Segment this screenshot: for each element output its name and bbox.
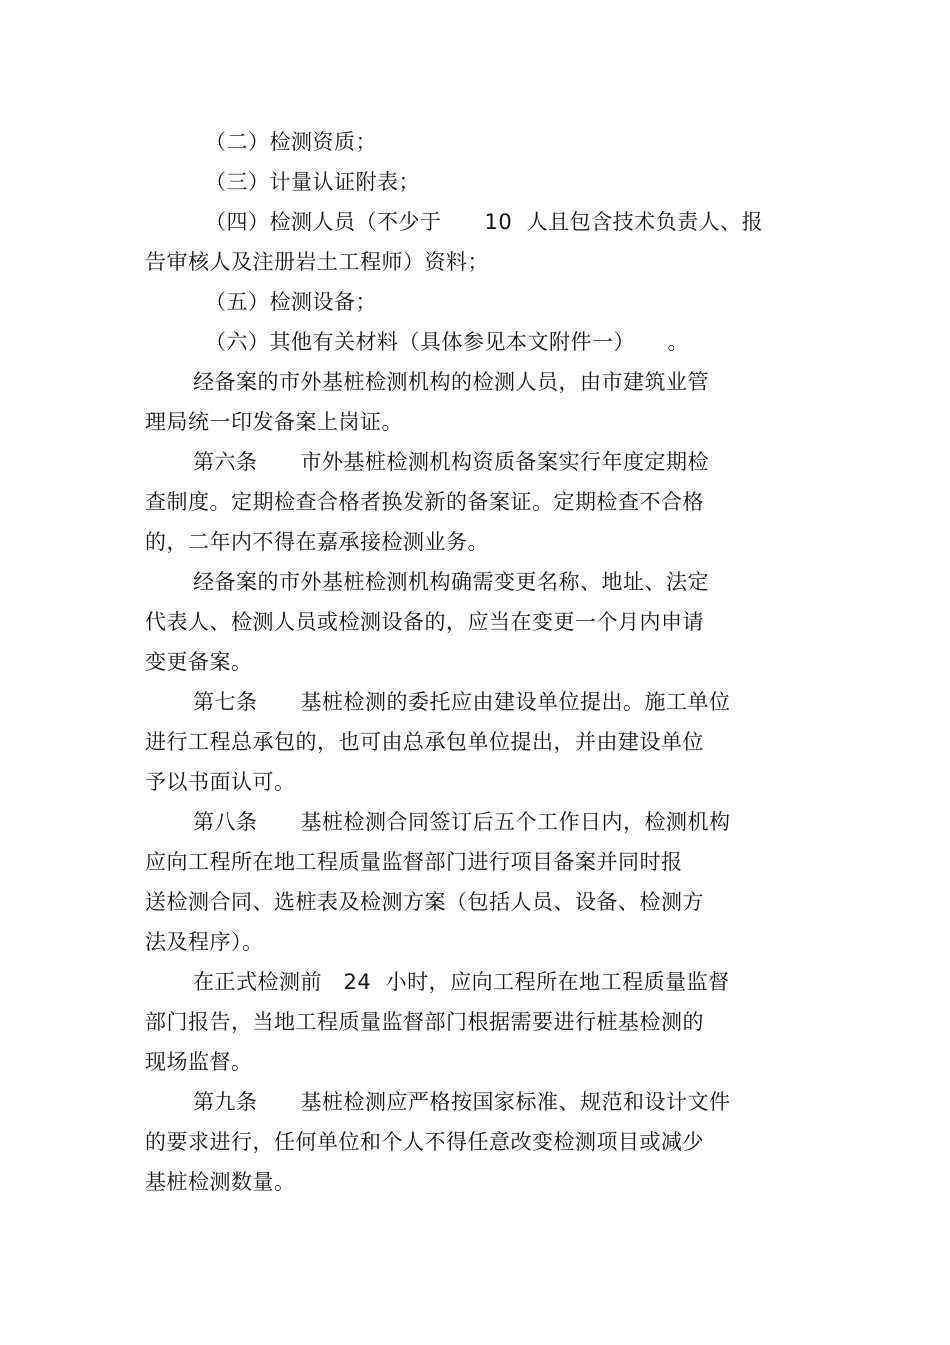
paragraph-line: 代表人、检测人员或检测设备的，应当在变更一个月内申请: [145, 610, 704, 634]
article-seven-line: 第七条 基桩检测的委托应由建设单位提出。施工单位: [193, 690, 731, 714]
paragraph-line: 送检测合同、选桩表及检测方案（包括人员、设备、检测方: [145, 890, 704, 914]
list-item-personnel-cont: 告审核人及注册岩土工程师）资料；: [145, 250, 489, 274]
list-item-equipment: （五）检测设备；: [205, 290, 377, 314]
paragraph-line: 的，二年内不得在嘉承接检测业务。: [145, 530, 489, 554]
paragraph-line: 应向工程所在地工程质量监督部门进行项目备案并同时报: [145, 850, 683, 874]
paragraph-line: 法及程序）。: [145, 930, 264, 954]
paragraph-line: 现场监督。: [145, 1050, 253, 1074]
paragraph-line: 在正式检测前 24 小时，应向工程所在地工程质量监督: [193, 970, 730, 994]
paragraph-line: 变更备案。: [145, 650, 253, 674]
list-item-personnel: （四）检测人员（不少于 10 人且包含技术负责人、报: [205, 210, 764, 234]
list-item-qualification: （二）检测资质；: [205, 130, 377, 154]
paragraph-line: 查制度。定期检查合格者换发新的备案证。定期检查不合格: [145, 490, 704, 514]
paragraph-line: 理局统一印发备案上岗证。: [145, 410, 403, 434]
paragraph-line: 经备案的市外基桩检测机构确需变更名称、地址、法定: [193, 570, 709, 594]
article-nine-line: 第九条 基桩检测应严格按国家标准、规范和设计文件: [193, 1090, 731, 1114]
paragraph-line: 予以书面认可。: [145, 770, 296, 794]
list-item-other-materials: （六）其他有关材料（具体参见本文附件一） 。: [205, 330, 689, 354]
paragraph-line: 基桩检测数量。: [145, 1170, 296, 1194]
article-eight-line: 第八条 基桩检测合同签订后五个工作日内，检测机构: [193, 810, 731, 834]
list-item-metrology-cert: （三）计量认证附表；: [205, 170, 420, 194]
paragraph-line: 的要求进行，任何单位和个人不得任意改变检测项目或减少: [145, 1130, 704, 1154]
paragraph-line: 经备案的市外基桩检测机构的检测人员，由市建筑业管: [193, 370, 709, 394]
paragraph-line: 进行工程总承包的，也可由总承包单位提出，并由建设单位: [145, 730, 704, 754]
paragraph-line: 部门报告，当地工程质量监督部门根据需要进行桩基检测的: [145, 1010, 704, 1034]
article-six-line: 第六条 市外基桩检测机构资质备案实行年度定期检: [193, 450, 709, 474]
